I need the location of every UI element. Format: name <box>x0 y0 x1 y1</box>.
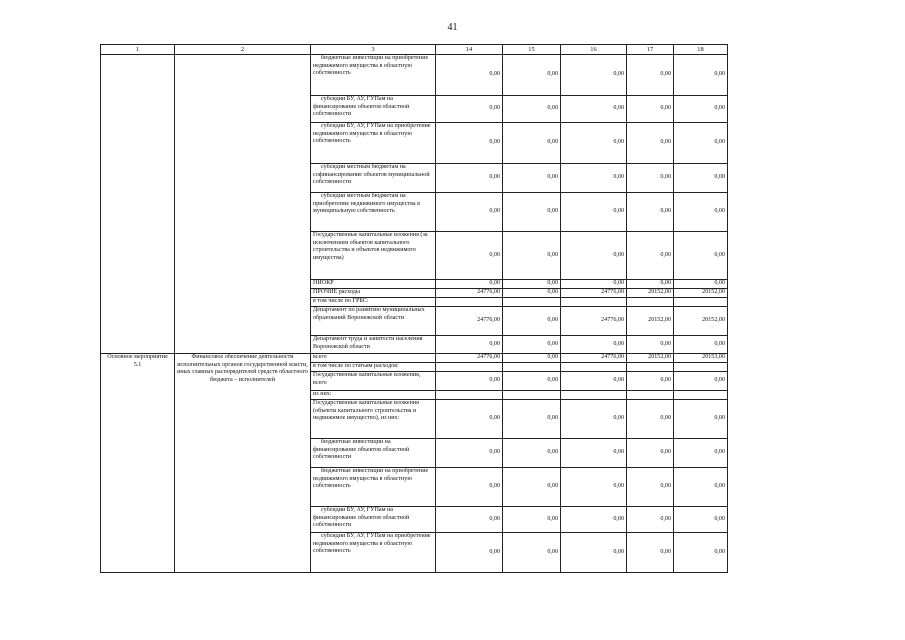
value-cell: 0,00 <box>627 232 674 280</box>
value-cell: 0,00 <box>503 96 561 123</box>
empty-cell <box>175 280 311 289</box>
empty-cell <box>175 232 311 280</box>
empty-cell <box>101 280 175 289</box>
value-cell: 24776,00 <box>436 354 503 363</box>
row-label <box>311 232 436 280</box>
value-cell: 0,00 <box>436 123 503 164</box>
value-cell: 0,00 <box>503 164 561 193</box>
row-label-text: бюджетные инвестиции на приобретение недвижимого имущества в областную собственность <box>313 55 429 76</box>
value-cell: 0,00 <box>674 164 728 193</box>
value-cell <box>503 391 561 400</box>
value-cell: 0,00 <box>436 336 503 354</box>
value-cell: 0,00 <box>627 55 674 96</box>
empty-cell <box>175 164 311 193</box>
value-cell: 0,00 <box>627 468 674 507</box>
value-cell: 0,00 <box>503 289 561 298</box>
value-cell <box>436 363 503 372</box>
empty-cell <box>175 55 311 96</box>
empty-cell <box>101 298 175 307</box>
row-label-text: субсидии местным бюджетам на приобретение недвижимого имущества в муниципальную собственность <box>313 193 420 214</box>
value-cell: 0,00 <box>561 193 627 232</box>
empty-cell <box>101 336 175 354</box>
value-cell: 0,00 <box>627 400 674 439</box>
value-cell: 0,00 <box>436 372 503 391</box>
empty-cell <box>175 193 311 232</box>
table-row <box>101 193 728 232</box>
value-cell: 0,00 <box>561 280 627 289</box>
value-cell: 0,00 <box>627 533 674 573</box>
value-cell: 20152,00 <box>674 307 728 336</box>
value-cell: 0,00 <box>674 193 728 232</box>
row-label-text: в том числе по статьям расходов: <box>313 363 399 369</box>
value-cell: 0,00 <box>674 123 728 164</box>
value-cell: 20152,00 <box>627 289 674 298</box>
value-cell <box>561 363 627 372</box>
value-cell: 0,00 <box>561 400 627 439</box>
value-cell: 24776,00 <box>561 307 627 336</box>
row-label <box>311 307 436 336</box>
budget-table <box>100 44 728 573</box>
value-cell: 0,00 <box>627 372 674 391</box>
value-cell <box>627 363 674 372</box>
row-label-text: субсидии БУ, АУ, ГУПам на приобретение недвижимого имущества в областную собственность <box>313 123 431 144</box>
row-label <box>311 336 436 354</box>
value-cell: 0,00 <box>561 164 627 193</box>
row-label-text: ПРОЧИЕ расходы <box>313 289 360 295</box>
row-label <box>311 298 436 307</box>
value-cell: 0,00 <box>627 164 674 193</box>
value-cell: 0,00 <box>627 280 674 289</box>
row-label-text: субсидии БУ, АУ, ГУПам на финансирование объектов областной собственности <box>313 96 410 117</box>
row-label-text: НИОКР <box>313 280 334 286</box>
value-cell: 0,00 <box>561 123 627 164</box>
value-cell: 0,00 <box>674 55 728 96</box>
row-label-text: в том числе по ГРБС: <box>313 298 369 304</box>
value-cell: 0,00 <box>561 507 627 533</box>
value-cell: 20152,00 <box>627 307 674 336</box>
value-cell: 0,00 <box>436 193 503 232</box>
table-row <box>101 298 728 307</box>
value-cell: 0,00 <box>627 96 674 123</box>
column-header: 3 <box>311 45 436 55</box>
row-label-text: из них: <box>313 391 332 397</box>
table-row <box>101 307 728 336</box>
row-label <box>311 363 436 372</box>
table-row <box>101 289 728 298</box>
value-cell: 0,00 <box>674 400 728 439</box>
column-header: 1 <box>101 45 175 55</box>
value-cell: 0,00 <box>561 372 627 391</box>
column-header: 16 <box>561 45 627 55</box>
value-cell <box>674 363 728 372</box>
value-cell: 0,00 <box>561 533 627 573</box>
row-label <box>311 468 436 507</box>
empty-cell <box>175 307 311 336</box>
value-cell: 0,00 <box>436 55 503 96</box>
row-label <box>311 439 436 468</box>
value-cell: 24776,00 <box>436 307 503 336</box>
value-cell: 0,00 <box>674 468 728 507</box>
table-row <box>101 232 728 280</box>
value-cell: 0,00 <box>674 507 728 533</box>
table-row <box>101 164 728 193</box>
value-cell <box>674 391 728 400</box>
value-cell: 0,00 <box>503 336 561 354</box>
row-label-text: Государственные капитальные вложения, всего <box>313 372 421 386</box>
value-cell: 0,00 <box>674 533 728 573</box>
row-label <box>311 123 436 164</box>
empty-cell <box>101 55 175 96</box>
row-label-text: субсидии БУ, АУ, ГУПам на финансирование объектов областной собственности <box>313 507 410 528</box>
row-label-text: бюджетные инвестиции на приобретение недвижимого имущества в областную собственность <box>313 468 429 489</box>
table-row <box>101 354 728 363</box>
value-cell: 0,00 <box>674 232 728 280</box>
value-cell: 0,00 <box>674 372 728 391</box>
value-cell: 0,00 <box>627 336 674 354</box>
row-label <box>311 280 436 289</box>
row-label <box>311 55 436 96</box>
value-cell <box>503 298 561 307</box>
value-cell <box>674 298 728 307</box>
row-label-text: субсидии местным бюджетам на софинансирование объектов муниципальной собственности <box>313 164 430 185</box>
value-cell: 0,00 <box>627 123 674 164</box>
value-cell: 0,00 <box>674 280 728 289</box>
empty-cell <box>101 193 175 232</box>
value-cell: 0,00 <box>503 307 561 336</box>
column-header: 15 <box>503 45 561 55</box>
table-row <box>101 336 728 354</box>
value-cell: 0,00 <box>436 232 503 280</box>
row-label <box>311 289 436 298</box>
value-cell: 0,00 <box>674 336 728 354</box>
row-label <box>311 193 436 232</box>
table-row <box>101 280 728 289</box>
empty-cell <box>101 307 175 336</box>
column-header: 14 <box>436 45 503 55</box>
value-cell: 0,00 <box>503 193 561 232</box>
row-label <box>311 372 436 391</box>
value-cell <box>561 391 627 400</box>
empty-cell <box>175 123 311 164</box>
measure-code: Основное мероприятие 5.1 <box>101 354 175 573</box>
value-cell: 0,00 <box>503 354 561 363</box>
value-cell: 0,00 <box>503 372 561 391</box>
value-cell: 0,00 <box>436 439 503 468</box>
value-cell: 20152,00 <box>627 354 674 363</box>
value-cell: 0,00 <box>627 193 674 232</box>
row-label <box>311 96 436 123</box>
value-cell: 20152,00 <box>674 289 728 298</box>
value-cell <box>503 363 561 372</box>
value-cell <box>561 298 627 307</box>
empty-cell <box>175 289 311 298</box>
value-cell: 24776,00 <box>436 289 503 298</box>
empty-cell <box>101 164 175 193</box>
table-row <box>101 96 728 123</box>
row-label-text: Государственные капитальные вложения (объекты капитального строительства и недвижимое имущество), из них: <box>313 400 419 421</box>
row-label-text: Департамент труда и занятости населения Воронежской области <box>313 336 423 350</box>
value-cell: 0,00 <box>561 336 627 354</box>
value-cell: 0,00 <box>561 96 627 123</box>
row-label-text: всего <box>313 354 327 360</box>
value-cell <box>627 391 674 400</box>
empty-cell <box>175 96 311 123</box>
empty-cell <box>101 123 175 164</box>
value-cell: 0,00 <box>561 55 627 96</box>
value-cell: 0,00 <box>503 533 561 573</box>
value-cell: 0,00 <box>503 55 561 96</box>
value-cell: 0,00 <box>561 232 627 280</box>
value-cell: 0,00 <box>436 533 503 573</box>
row-label-text: субсидии БУ, АУ, ГУПам на приобретение недвижимого имущества в областную собственность <box>313 533 431 554</box>
row-label-text: бюджетные инвестиции на финансирование объектов областной собственности <box>313 439 410 460</box>
value-cell: 0,00 <box>503 507 561 533</box>
header-row <box>101 45 728 55</box>
value-cell: 0,00 <box>561 439 627 468</box>
value-cell <box>627 298 674 307</box>
value-cell: 0,00 <box>436 164 503 193</box>
value-cell: 0,00 <box>627 507 674 533</box>
value-cell: 0,00 <box>436 96 503 123</box>
row-label <box>311 391 436 400</box>
value-cell <box>436 391 503 400</box>
value-cell: 0,00 <box>436 280 503 289</box>
value-cell <box>436 298 503 307</box>
row-label-text: Департамент по развитию муниципальных образований Воронежской области <box>313 307 425 321</box>
page-number: 41 <box>447 22 458 33</box>
empty-cell <box>175 336 311 354</box>
value-cell: 0,00 <box>436 400 503 439</box>
column-header: 2 <box>175 45 311 55</box>
value-cell: 0,00 <box>503 232 561 280</box>
table-row <box>101 55 728 96</box>
row-label <box>311 354 436 363</box>
value-cell: 0,00 <box>436 507 503 533</box>
empty-cell <box>175 298 311 307</box>
column-header: 18 <box>674 45 728 55</box>
row-label <box>311 164 436 193</box>
value-cell: 0,00 <box>674 439 728 468</box>
value-cell: 0,00 <box>627 439 674 468</box>
value-cell: 0,00 <box>503 439 561 468</box>
value-cell: 0,00 <box>503 468 561 507</box>
value-cell: 24776,00 <box>561 289 627 298</box>
value-cell: 0,00 <box>436 468 503 507</box>
empty-cell <box>101 232 175 280</box>
row-label <box>311 400 436 439</box>
empty-cell <box>101 289 175 298</box>
empty-cell <box>101 96 175 123</box>
row-label-text: Государственные капитальные вложения (за исключением объектов капитального строительства и объектов недвижимого имущества) <box>313 232 428 261</box>
column-header: 17 <box>627 45 674 55</box>
row-label <box>311 507 436 533</box>
value-cell: 0,00 <box>503 400 561 439</box>
value-cell: 0,00 <box>503 280 561 289</box>
value-cell: 0,00 <box>674 96 728 123</box>
value-cell: 24776,00 <box>561 354 627 363</box>
measure-name: Финансовое обеспечение деятельности исполнительных органов государственной власти, иных главных распорядителей средств областного бюджета – исполнителей <box>175 354 311 573</box>
table-row <box>101 123 728 164</box>
value-cell: 0,00 <box>503 123 561 164</box>
value-cell: 0,00 <box>561 468 627 507</box>
value-cell: 20153,00 <box>674 354 728 363</box>
row-label <box>311 533 436 573</box>
